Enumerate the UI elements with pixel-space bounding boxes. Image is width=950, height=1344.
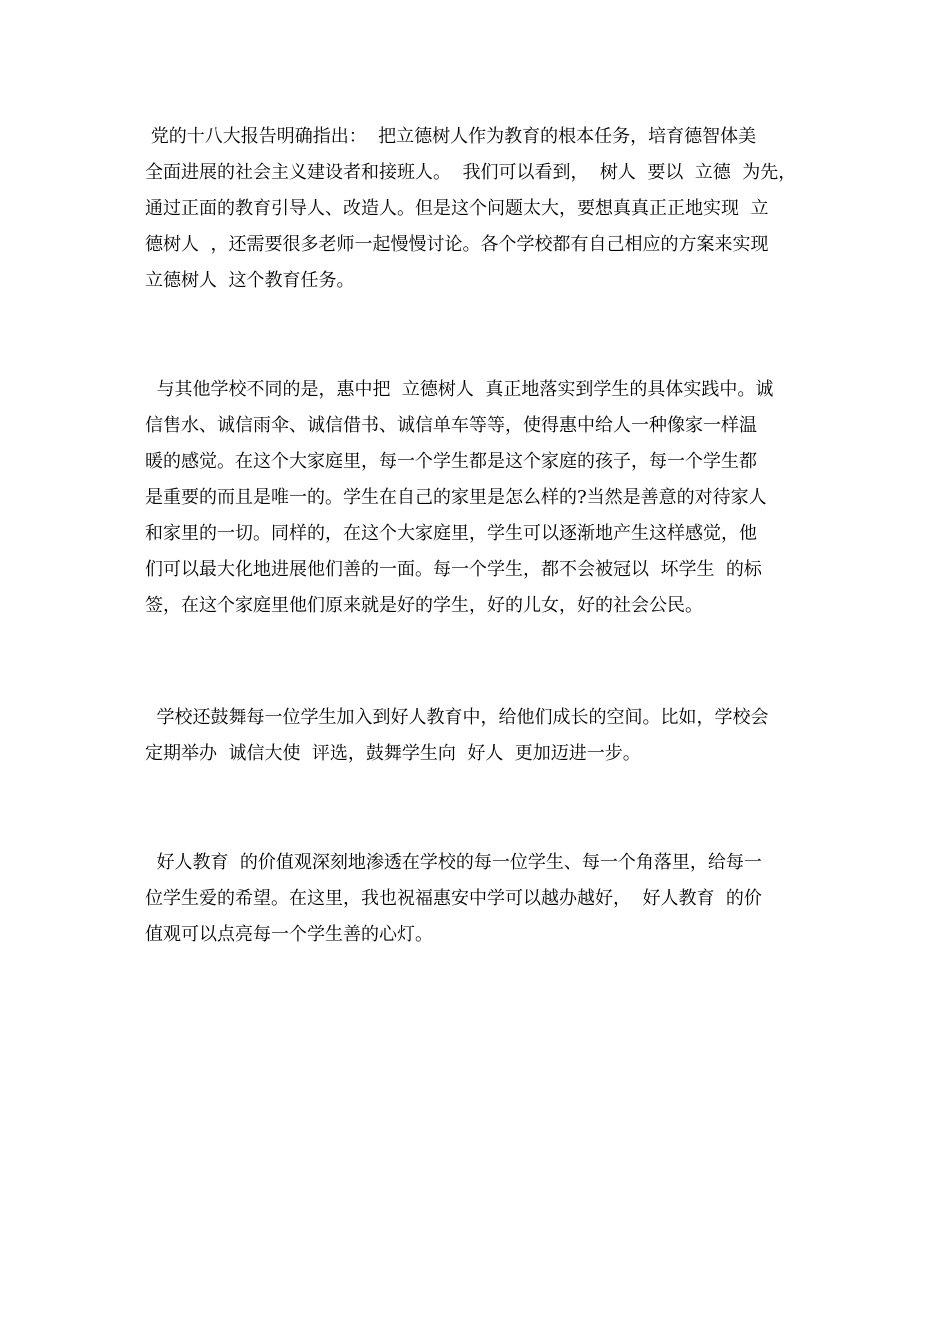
paragraph-line: 位学生爱的希望。在这里，我也祝福惠安中学可以越办越好， 好人教育 的价 [145, 888, 762, 909]
paragraph-line: 们可以最大化地进展他们善的一面。每一个学生，都不会被冠以 坏学生 的标 [145, 559, 762, 580]
paragraph-line: 通过正面的教育引导人、改造人。但是这个问题太大，要想真真正正地实现 立 [145, 198, 769, 219]
paragraph-line: 信售水、诚信雨伞、诚信借书、诚信单车等等，使得惠中给人一种像家一样温 [145, 415, 757, 436]
paragraph-4 [145, 845, 825, 953]
paragraph-line: 好人教育 的价值观深刻地渗透在学校的每一位学生、每一个角落里，给每一 [145, 852, 762, 873]
paragraph-line: 是重要的而且是唯一的。学生在自己的家里是怎么样的?当然是善意的对待家人 [145, 487, 767, 508]
paragraph-line: 与其他学校不同的是，惠中把 立德树人 真正地落实到学生的具体实践中。诚 [145, 379, 774, 400]
paragraph-3 [145, 700, 825, 772]
paragraph-2 [145, 372, 825, 624]
paragraph-line: 党的十八大报告明确指出： 把立德树人作为教育的根本任务，培育德智体美 [145, 126, 757, 147]
paragraph-line: 学校还鼓舞每一位学生加入到好人教育中，给他们成长的空间。比如，学校会 [145, 707, 769, 728]
paragraph-line: 立德树人 这个教育任务。 [145, 270, 355, 291]
paragraph-line: 暖的感觉。在这个大家庭里，每一个学生都是这个家庭的孩子，每一个学生都 [145, 451, 757, 472]
paragraph-line: 和家里的一切。同样的，在这个大家庭里，学生可以逐渐地产生这样感觉，他 [145, 523, 757, 544]
paragraph-line: 德树人 ，还需要很多老师一起慢慢讨论。各个学校都有自己相应的方案来实现 [145, 234, 769, 255]
paragraph-line: 签，在这个家庭里他们原来就是好的学生，好的儿女，好的社会公民。 [145, 595, 703, 616]
paragraph-line: 全面进展的社会主义建设者和接班人。 我们可以看到， 树人 要以 立德 为先， [145, 162, 797, 183]
paragraph-1 [145, 119, 825, 299]
paragraph-line: 值观可以点亮每一个学生善的心灯。 [145, 924, 433, 945]
paragraph-line: 定期举办 诚信大使 评选，鼓舞学生向 好人 更加迈进一步。 [145, 743, 641, 764]
